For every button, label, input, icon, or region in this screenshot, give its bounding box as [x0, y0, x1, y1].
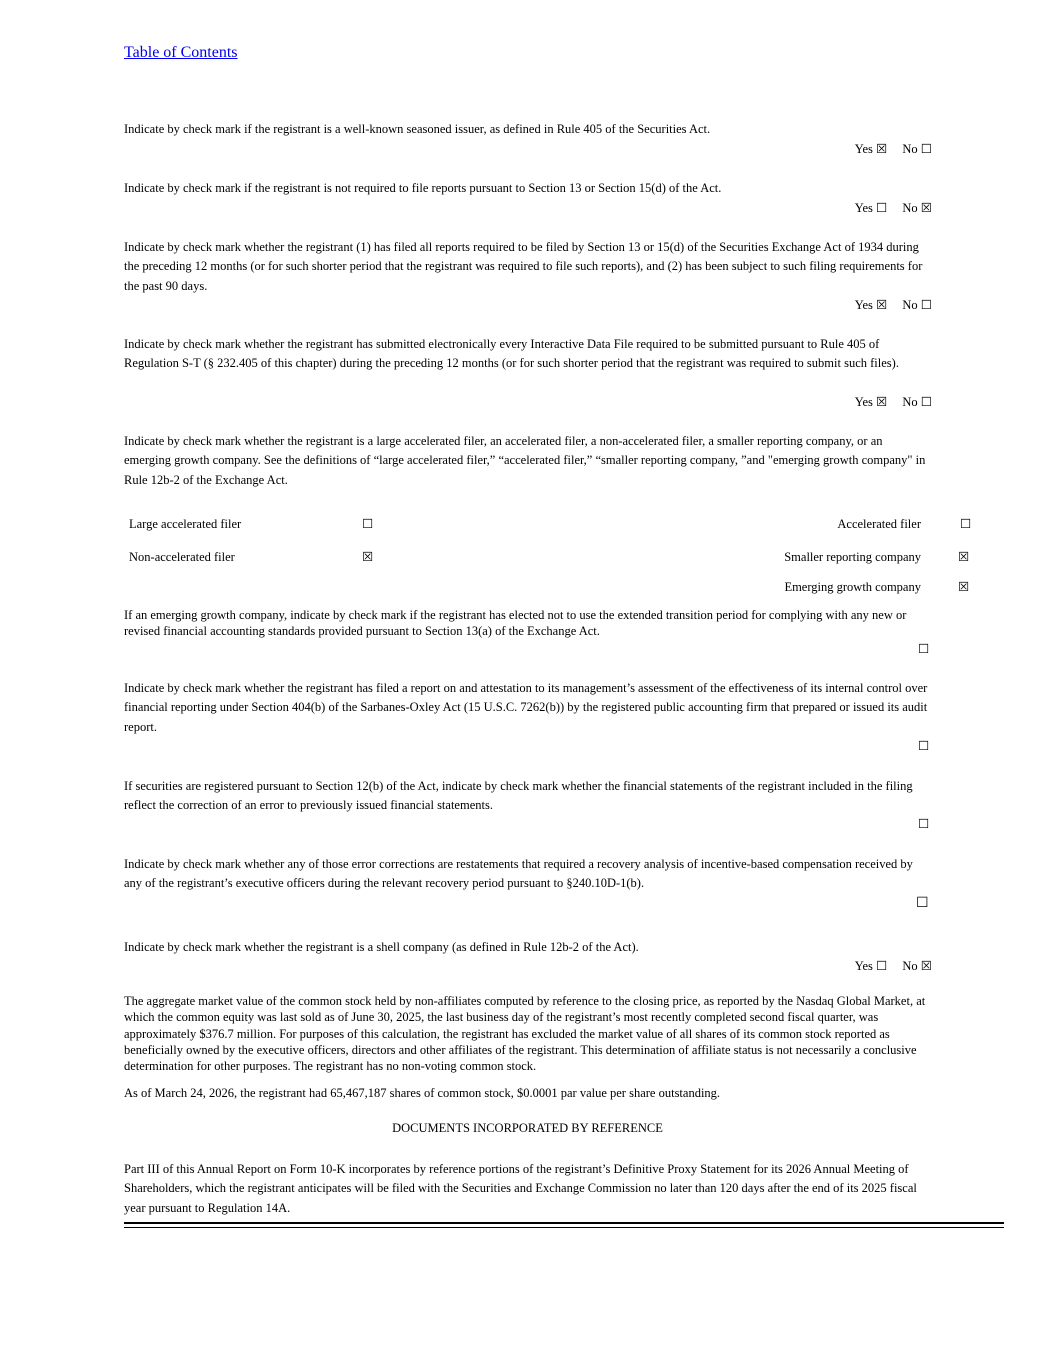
answer-wksi — [855, 141, 932, 157]
question-wksi: Indicate by check mark if the registrant is a well-known seasoned issuer, as defined in Rule 405 of the Securities Act. — [124, 122, 711, 136]
double-rule-bottom — [124, 1227, 1004, 1228]
question-filer-status: Indicate by check mark whether the registrant is a large accelerated filer, an accelerated filer, a non-accelerated filer, a smaller reporting company, or an emerging growth company. See the definitions of “large accelerated filer,” “accelerated filer,” “smaller reporting company, ”and "emerging growth company" in Rule 12b-2 of the Exchange Act. — [124, 434, 926, 487]
no-checkbox: ☐ — [920, 142, 932, 156]
answer-filed-reports — [855, 297, 932, 313]
shares-outstanding-paragraph: As of March 24, 2026, the registrant had 65,467,187 shares of common stock, $0.0001 par value per share outstanding. — [124, 1086, 721, 1100]
no-checkbox: ☒ — [920, 201, 932, 215]
large-accelerated-filer-checkbox: ☐ — [362, 517, 374, 531]
transition-checkbox: ☐ — [918, 642, 930, 656]
smaller-reporting-company-checkbox: ☒ — [958, 550, 970, 564]
question-restatement-recovery: Indicate by check mark whether any of those error corrections are restatements that required a recovery analysis of incentive-based compensation received by any of the registrant’s executive officers during the relevant recovery period pursuant to §240.10D-1(b). — [124, 857, 913, 891]
large-accelerated-filer-label: Large accelerated filer — [129, 517, 242, 531]
yes-checkbox: ☒ — [876, 395, 888, 409]
no-label: No — [902, 201, 918, 215]
question-shell-company: Indicate by check mark whether the registrant is a shell company (as defined in Rule 12b-2 of the Act). — [124, 940, 639, 954]
yes-label: Yes — [854, 959, 873, 973]
no-label: No — [902, 395, 918, 409]
yes-checkbox: ☒ — [876, 298, 888, 312]
question-filed-reports: Indicate by check mark whether the registrant (1) has filed all reports required to be filed by Section 13 or 15(d) of the Securities Exchange Act of 1934 during the preceding 12 months (or for such shorter period that the registrant was required to file such reports), and (2) has been subject to such filing requirements for the past 90 days. — [124, 240, 923, 293]
question-sox-404b: Indicate by check mark whether the registrant has filed a report on and attestation to its management’s assessment of the effectiveness of its internal control over financial reporting under Section 404(b) of the Sarbanes-Oxley Act (15 U.S.C. 7262(b)) by the registered public accounting firm that prepared or issued its audit report. — [124, 681, 928, 734]
emerging-growth-company-checkbox: ☒ — [958, 580, 970, 594]
answer-shell-company — [855, 958, 932, 974]
yes-label: Yes — [854, 395, 873, 409]
table-of-contents-link[interactable]: Table of Contents — [124, 44, 238, 61]
accelerated-filer-label: Accelerated filer — [837, 517, 921, 531]
sox-404b-checkbox: ☐ — [918, 739, 930, 753]
yes-checkbox: ☐ — [876, 201, 888, 215]
yes-label: Yes — [854, 298, 873, 312]
non-accelerated-filer-label: Non-accelerated filer — [129, 550, 235, 564]
error-correction-checkbox: ☐ — [918, 817, 930, 831]
smaller-reporting-company-label: Smaller reporting company — [784, 550, 921, 564]
no-label: No — [902, 959, 918, 973]
yes-label: Yes — [854, 142, 873, 156]
question-not-required: Indicate by check mark if the registrant is not required to file reports pursuant to Section 13 or Section 15(d) of the Act. — [124, 181, 722, 195]
answer-interactive-data — [855, 394, 932, 410]
non-accelerated-filer-checkbox: ☒ — [362, 550, 374, 564]
question-emerging-growth-transition: If an emerging growth company, indicate by check mark if the registrant has elected not to use the extended transition period for complying with any new or revised financial accounting standards provided pursuant to Section 13(a) of the Exchange Act. — [124, 608, 907, 639]
no-checkbox: ☒ — [920, 959, 932, 973]
question-error-correction: If securities are registered pursuant to Section 12(b) of the Act, indicate by check mark whether the financial statements of the registrant included in the filing reflect the correction of an error to previously issued financial statements. — [124, 779, 913, 813]
answer-not-required — [855, 200, 932, 216]
yes-label: Yes — [854, 201, 873, 215]
accelerated-filer-checkbox: ☐ — [960, 517, 972, 531]
market-value-paragraph: The aggregate market value of the common stock held by non-affiliates computed by reference to the closing price, as reported by the Nasdaq Global Market, at which the common equity was last sold as of June 30, 2025, the last business day of the registrant’s most recently completed second fiscal quarter, was approximately $376.7 million. For purposes of this calculation, the registrant has excluded the market value of all shares of its common stock reported as beneficially owned by the executive officers, directors and other affiliates of the registrant. This determination of affiliate status is not necessarily a conclusive determination for other purposes. The registrant has no non-voting common stock. — [124, 994, 926, 1074]
yes-checkbox: ☒ — [876, 142, 888, 156]
emerging-growth-company-label: Emerging growth company — [784, 580, 921, 594]
double-rule-top — [124, 1222, 1004, 1224]
question-interactive-data: Indicate by check mark whether the registrant has submitted electronically every Interactive Data File required to be submitted pursuant to Rule 405 of Regulation S-T (§ 232.405 of this chapter) during the preceding 12 months (or for such shorter period that the registrant was required to submit such files). — [124, 337, 899, 371]
no-checkbox: ☐ — [920, 298, 932, 312]
documents-incorporated-heading: DOCUMENTS INCORPORATED BY REFERENCE — [392, 1121, 663, 1135]
no-checkbox: ☐ — [920, 395, 932, 409]
no-label: No — [902, 142, 918, 156]
no-label: No — [902, 298, 918, 312]
yes-checkbox: ☐ — [876, 959, 888, 973]
documents-incorporated-paragraph: Part III of this Annual Report on Form 10-K incorporates by reference portions of the registrant’s Definitive Proxy Statement for its 2026 Annual Meeting of Shareholders, which the registrant anticipates will be filed with the Securities and Exchange Commission no later than 120 days after the end of its 2025 fiscal year pursuant to Regulation 14A. — [124, 1162, 917, 1215]
restatement-recovery-checkbox: ☐ — [916, 896, 929, 911]
